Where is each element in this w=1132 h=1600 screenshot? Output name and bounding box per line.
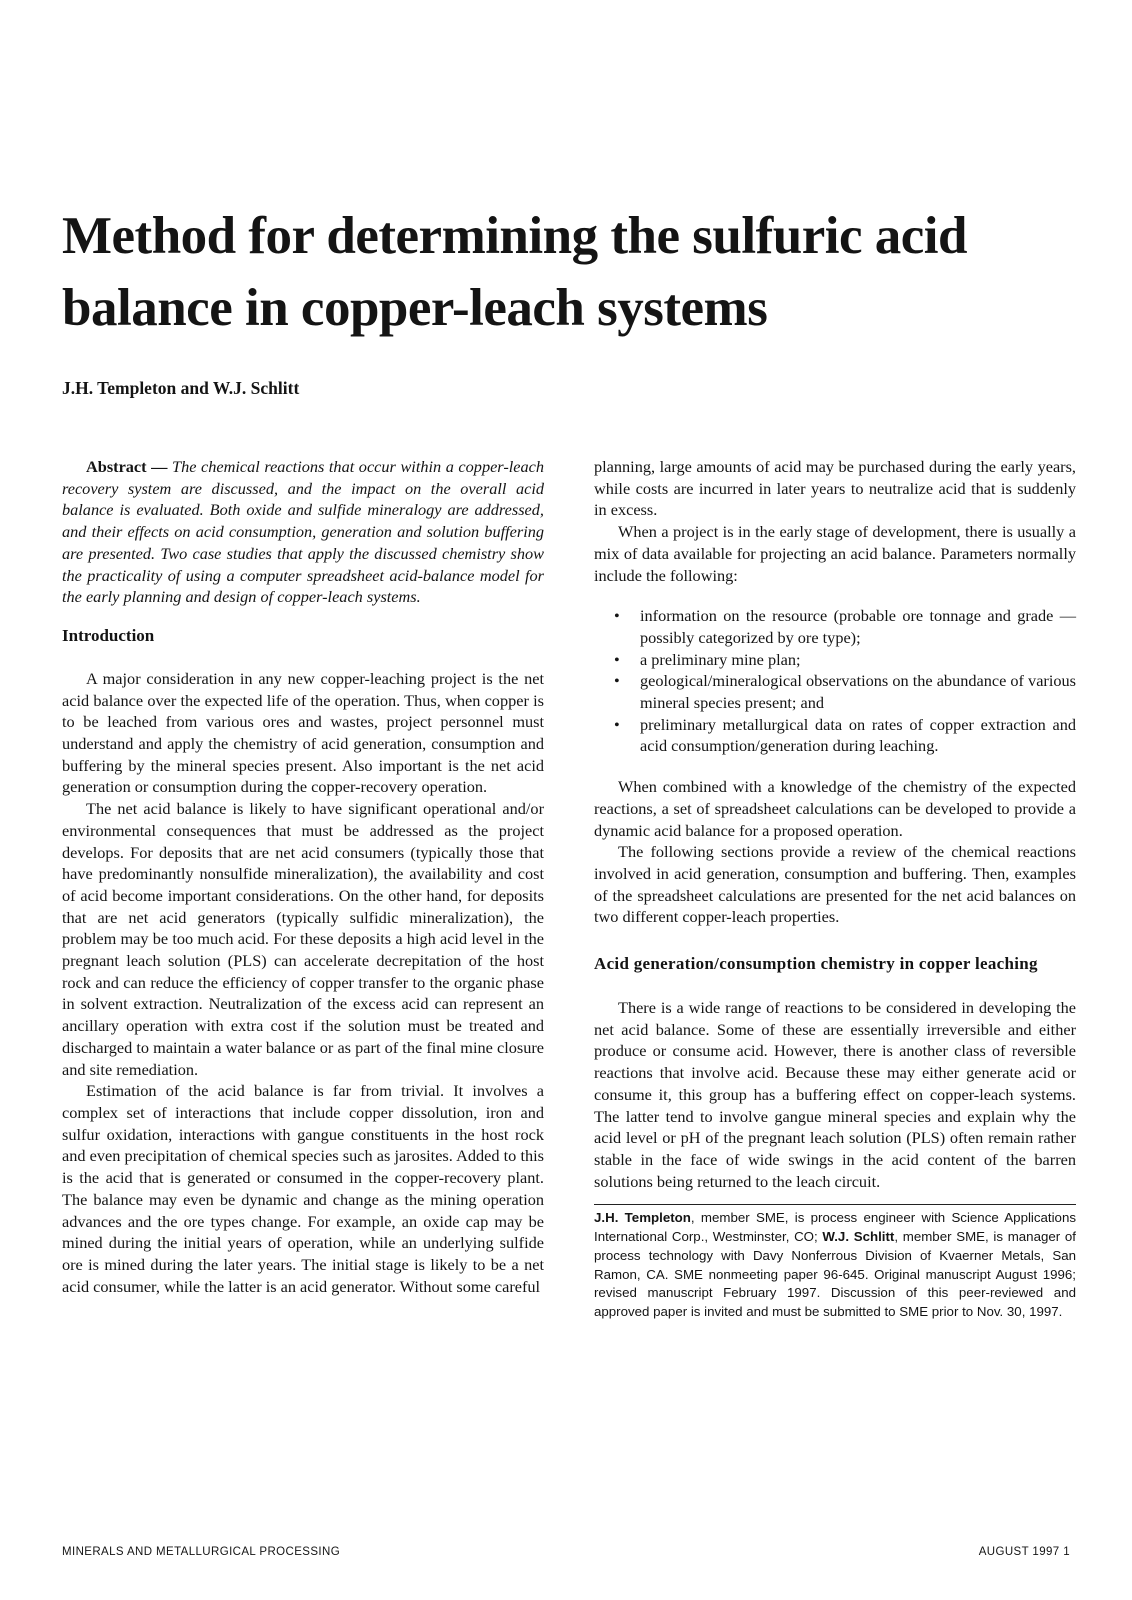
abstract-text: The chemical reactions that occur within a copper-leach recovery system are discussed, and the impact on the overall acid balance is evaluated. Both oxide and sulfide mineralogy are addressed, and their effects on acid consumption, generation and solution buffering are presented. Two case studies that apply the discussed chemistry show the practicality of using a computer spreadsheet acid-balance model for the early planning and design of copper-leach systems. bbox=[62, 457, 544, 607]
author-note-name-1: J.H. Templeton bbox=[594, 1210, 691, 1226]
left-column bbox=[62, 456, 544, 1297]
combined-paragraph: When combined with a knowledge of the chemistry of the expected reactions, a set of spreadsheet calculations can be developed to provide a dynamic acid balance for a proposed operation. bbox=[594, 777, 1076, 840]
page-footer: AUGUST 1997 1 bbox=[978, 1546, 1070, 1558]
sections-paragraph: The following sections provide a review of the chemical reactions involved in acid generation, consumption and buffering. Then, examples of the spreadsheet calculations are presented for the net acid balances on two different copper-leach properties. bbox=[594, 842, 1076, 927]
intro-paragraph-3: Estimation of the acid balance is far from trivial. It involves a complex set of interactions that include copper dissolution, iron and sulfur oxidation, interactions with gangue constituents in the host rock and even precipitation of chemical species such as jarosites. Added to this is the acid that is generated or consumed in the copper-recovery plant. The balance may even be dynamic and change as the mining operation advances and the ore types change. For example, an oxide cap may be mined during the initial years of operation, while an underlying sulfide ore is mined during the later years. The initial stage is likely to be a net acid consumer, while the latter is an acid generator. Without some careful bbox=[62, 1081, 544, 1296]
list-item: • information on the resource (probable ore tonnage and grade — possibly categorized by ore type); bbox=[640, 605, 1076, 648]
introduction-heading: Introduction bbox=[62, 625, 155, 645]
intro-paragraph-1: A major consideration in any new copper-leaching project is the net acid balance over the expected life of the operation. Thus, when copper is to be leached from various ores and wastes, project personnel must understand and apply the chemistry of acid generation, consumption and buffering by the mineral species present. Also important is the net acid generation or consumption during the copper-recovery operation. bbox=[62, 668, 544, 797]
continued-paragraph: planning, large amounts of acid may be purchased during the early years, while costs are incurred in later years to neutralize acid that is suddenly in excess. bbox=[594, 457, 1076, 520]
author-note-name-2: W.J. Schlitt bbox=[822, 1229, 895, 1245]
reactions-paragraph: There is a wide range of reactions to be considered in developing the net acid balance. Some of these are essentially irreversible and either produce or consume acid. However, there is another class of reversible reactions that involve acid. Because these may either generate acid or consume it, this group has a buffering effect on copper-leach systems. The latter tend to involve gangue mineral species and explain why the acid level or pH of the pregnant leach solution (PLS) often remain rather stable in the face of wide swings in the acid content of the barren solutions being returned to the leach circuit. bbox=[594, 998, 1076, 1191]
parameter-list bbox=[594, 605, 1076, 757]
list-item: • geological/mineralogical observations on the abundance of various mineral species present; and bbox=[640, 670, 1076, 713]
author-note-text-1: , member SME, is process engineer with Science Applications International Corp., Westminster, CO; bbox=[594, 1210, 1076, 1245]
abstract-label: Abstract — bbox=[86, 457, 168, 476]
journal-footer: MINERALS AND METALLURGICAL PROCESSING bbox=[62, 1546, 341, 1558]
intro-paragraph-2: The net acid balance is likely to have significant operational and/or environmental consequences that must be addressed as the project develops. For deposits that are net acid consumers (typically those that have predominantly nonsulfide mineralization), the availability and cost of acid become important considerations. On the other hand, for deposits that are net acid generators (typically sulfidic mineralization), the problem may be too much acid. For these deposits a high acid level in the pregnant leach solution (PLS) can accelerate decrepitation of the host rock and can reduce the efficiency of copper transfer to the organic phase in solvent extraction. Neutralization of the excess acid can represent an ancillary operation with extra cost if the solution must be treated and discharged to maintain a water balance or as part of the final mine closure and site remediation. bbox=[62, 799, 544, 1079]
author-note-text-2: , member SME, is manager of process technology with Davy Nonferrous Division of Kvaerner Metals, San Ramon, CA. SME nonmeeting paper 96-645. Original manuscript August 1996; revised manuscript February 1997. Discussion of this peer-reviewed and approved paper is invited and must be submitted to SME prior to Nov. 30, 1997. bbox=[594, 1229, 1076, 1319]
chemistry-heading: Acid generation/consumption chemistry in copper leaching bbox=[594, 954, 1038, 974]
list-item: • preliminary metallurgical data on rates of copper extraction and acid consumption/generation during leaching. bbox=[640, 714, 1076, 757]
right-column bbox=[594, 456, 1076, 1322]
article-title: Method for determining the sulfuric acid balance in copper-leach systems bbox=[62, 207, 967, 337]
author-note bbox=[594, 1204, 1076, 1321]
abstract bbox=[62, 456, 544, 608]
author-byline: J.H. Templeton and W.J. Schlitt bbox=[62, 378, 300, 398]
early-stage-paragraph: When a project is in the early stage of development, there is usually a mix of data available for projecting an acid balance. Parameters normally include the following: bbox=[594, 522, 1076, 585]
list-item: • a preliminary mine plan; bbox=[640, 649, 1076, 671]
